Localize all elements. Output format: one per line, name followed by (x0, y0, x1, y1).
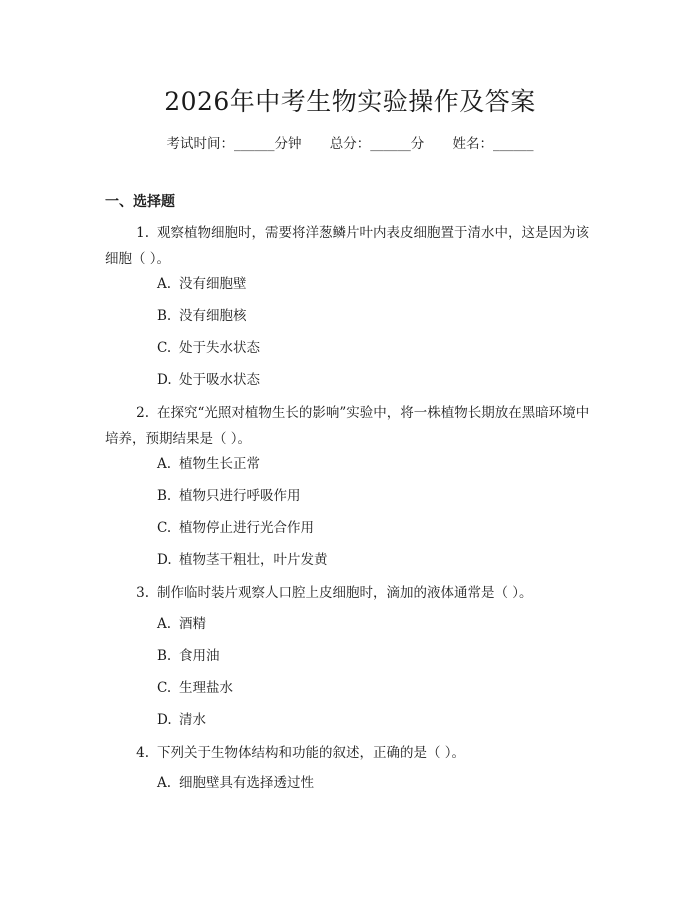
question-1-option-a (157, 274, 247, 294)
question-number: 1. (136, 225, 149, 241)
option-letter: A. (157, 456, 172, 472)
option-letter: A. (157, 616, 172, 632)
question-text: 观察植物细胞时，需要将洋葱鳞片叶内表皮细胞置于清水中，这是因为该细胞（ ）。 (105, 225, 589, 267)
option-text: 生理盐水 (179, 680, 233, 696)
question-number: 3. (136, 585, 149, 601)
option-text: 食用油 (179, 648, 220, 664)
question-2-option-c (157, 518, 314, 538)
option-text: 细胞壁具有选择透过性 (179, 775, 314, 791)
question-2 (105, 400, 600, 452)
option-text: 植物生长正常 (179, 456, 260, 472)
option-text: 清水 (179, 712, 206, 728)
option-text: 没有细胞核 (179, 308, 247, 324)
option-text: 植物茎干粗壮，叶片发黄 (179, 552, 328, 568)
total-score-field: 总分：______分 (329, 136, 425, 152)
option-letter: C. (157, 340, 172, 356)
question-2-option-a (157, 454, 260, 474)
question-3 (105, 580, 600, 606)
section-title: 一、选择题 (105, 194, 175, 210)
question-4 (105, 740, 600, 766)
student-name-field: 姓名：______ (452, 136, 534, 152)
question-1-option-c (157, 338, 260, 358)
question-number: 2. (136, 405, 149, 421)
question-4-option-a (157, 773, 314, 793)
question-text: 制作临时装片观察人口腔上皮细胞时，滴加的液体通常是（ ）。 (157, 585, 533, 601)
question-2-option-d (157, 550, 328, 570)
option-text: 酒精 (179, 616, 206, 632)
question-2-option-b (157, 486, 301, 506)
option-letter: C. (157, 680, 172, 696)
exam-meta (0, 132, 700, 152)
option-text: 处于吸水状态 (179, 372, 260, 388)
question-1 (105, 220, 600, 272)
question-3-option-b (157, 646, 220, 666)
question-3-option-c (157, 678, 233, 698)
option-letter: B. (157, 308, 172, 324)
option-letter: C. (157, 520, 172, 536)
question-1-option-b (157, 306, 247, 326)
option-letter: A. (157, 775, 172, 791)
option-letter: D. (157, 552, 172, 568)
option-text: 没有细胞壁 (179, 276, 247, 292)
option-letter: D. (157, 712, 172, 728)
option-text: 植物只进行呼吸作用 (179, 488, 301, 504)
option-text: 处于失水状态 (179, 340, 260, 356)
page-title: 2026年中考生物实验操作及答案 (164, 87, 536, 116)
option-text: 植物停止进行光合作用 (179, 520, 314, 536)
question-number: 4. (136, 745, 149, 761)
question-1-option-d (157, 370, 260, 390)
exam-time-field: 考试时间：______分钟 (166, 136, 302, 152)
question-text: 在探究“光照对植物生长的影响”实验中，将一株植物长期放在黑暗环境中培养，预期结果是（ ）。 (105, 405, 590, 447)
question-text: 下列关于生物体结构和功能的叙述，正确的是（ ）。 (157, 745, 466, 761)
question-3-option-a (157, 614, 206, 634)
option-letter: D. (157, 372, 172, 388)
option-letter: B. (157, 648, 172, 664)
option-letter: A. (157, 276, 172, 292)
question-3-option-d (157, 710, 206, 730)
option-letter: B. (157, 488, 172, 504)
